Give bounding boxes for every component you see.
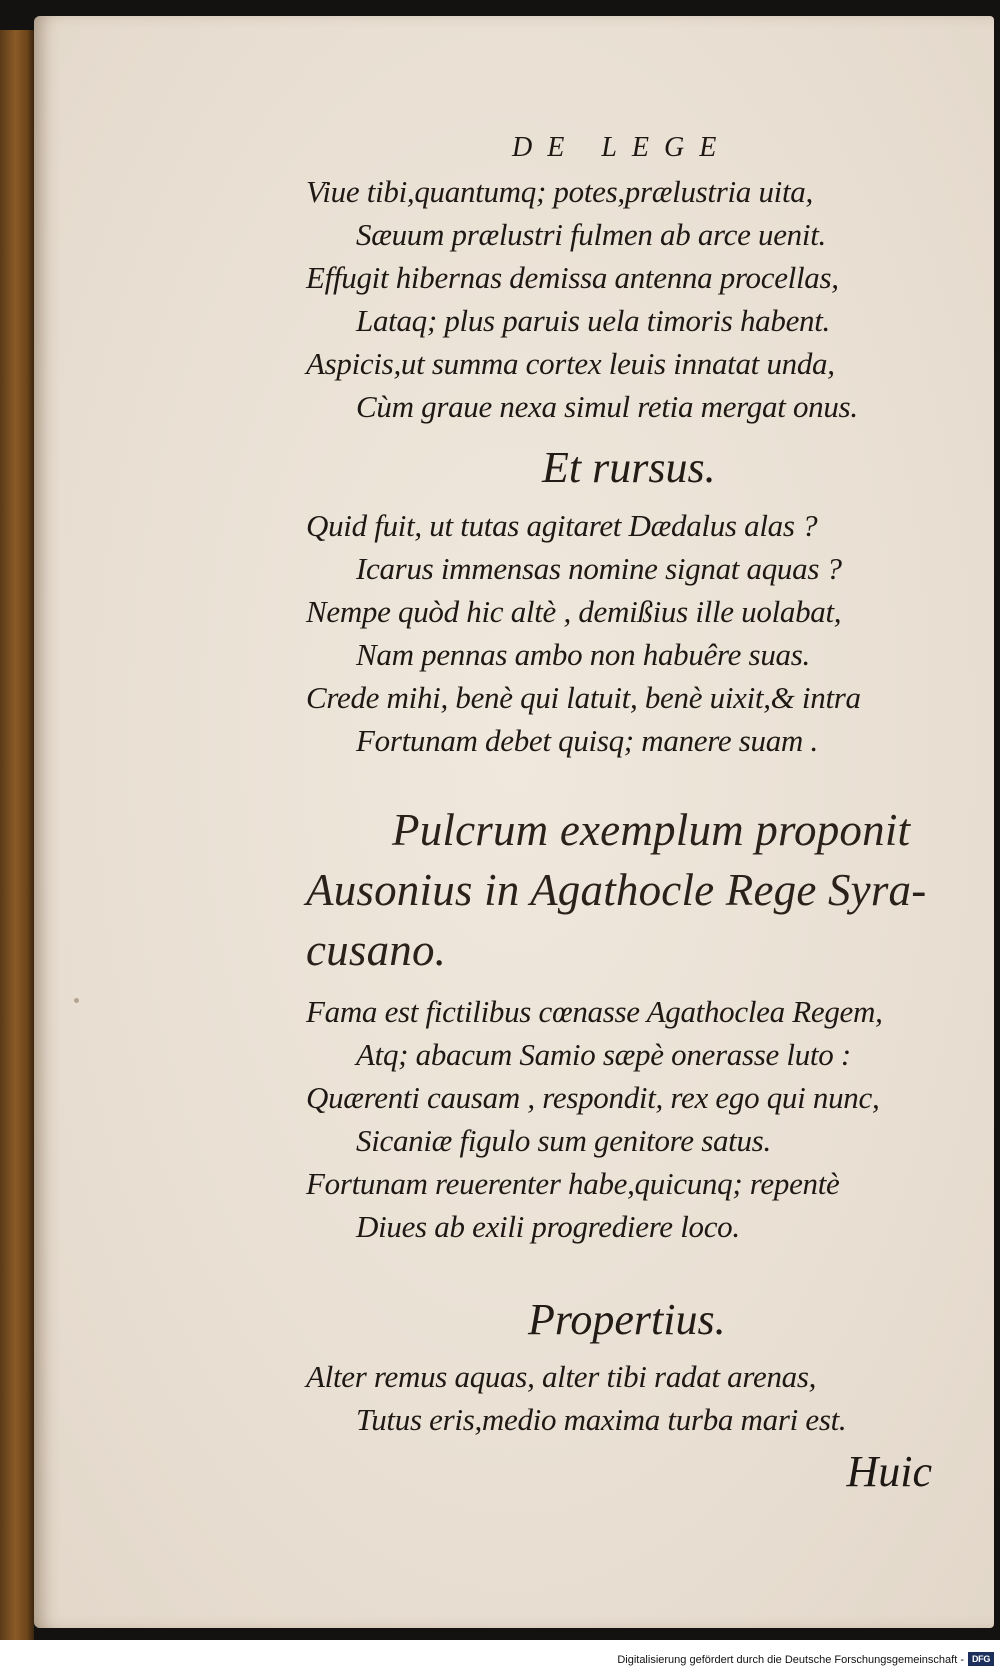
section-heading: Ausonius in Agathocle Rege Syra- <box>306 865 927 915</box>
page-text <box>34 16 994 1628</box>
verse-line: Icarus immensas nomine signat aquas ? <box>356 551 842 586</box>
verse-line: Atq; abacum Samio sæpè onerasse luto : <box>356 1037 851 1072</box>
verse-line: Lataq; plus paruis uela timoris habent. <box>356 303 830 338</box>
section-heading: Et rursus. <box>542 443 716 492</box>
verse-line: Tutus eris,medio maxima turba mari est. <box>356 1402 847 1437</box>
verse-line: Cùm graue nexa simul retia mergat onus. <box>356 389 858 424</box>
digitization-footer <box>0 1640 1000 1680</box>
verse-line: Alter remus aquas, alter tibi radat arenas, <box>306 1359 817 1394</box>
catchword: Huic <box>846 1447 932 1496</box>
verse-line: Sicaniæ figulo sum genitore satus. <box>356 1123 771 1158</box>
verse-line: Sæuum prælustri fulmen ab arce uenit. <box>356 217 826 252</box>
verse-line: Quid fuit, ut tutas agitaret Dædalus alas ? <box>306 508 818 543</box>
verse-line: Effugit hibernas demissa antenna procellas, <box>306 260 839 295</box>
verse-line: Aspicis,ut summa cortex leuis innatat unda, <box>306 346 835 381</box>
verse-line: Quærenti causam , respondit, rex ego qui nunc, <box>306 1080 880 1115</box>
section-heading: Pulcrum exemplum proponit <box>392 805 911 855</box>
verse-line: Diues ab exili progrediere loco. <box>356 1209 740 1244</box>
section-heading: Propertius. <box>528 1295 726 1344</box>
running-head: DE LEGE <box>512 132 732 163</box>
book-page <box>34 16 994 1628</box>
funding-credit: Digitalisierung gefördert durch die Deutsche Forschungsgemeinschaft - <box>617 1654 964 1666</box>
verse-line: Nam pennas ambo non habuêre suas. <box>356 637 810 672</box>
verse-line: Crede mihi, benè qui latuit, benè uixit,& intra <box>306 680 861 715</box>
section-heading: cusano. <box>306 925 447 975</box>
book-spine <box>0 30 34 1640</box>
verse-line: Viue tibi,quantumq; potes,prælustria uita, <box>306 174 813 209</box>
verse-line: Fortunam reuerenter habe,quicunq; repentè <box>306 1166 840 1201</box>
verse-line: Fama est fictilibus cœnasse Agathoclea Regem, <box>306 994 883 1029</box>
verse-line: Fortunam debet quisq; manere suam . <box>356 723 818 758</box>
paper-spot <box>74 998 79 1003</box>
verse-line: Nempe quòd hic altè , demißius ille uolabat, <box>306 594 842 629</box>
dfg-logo: DFG <box>968 1652 994 1666</box>
